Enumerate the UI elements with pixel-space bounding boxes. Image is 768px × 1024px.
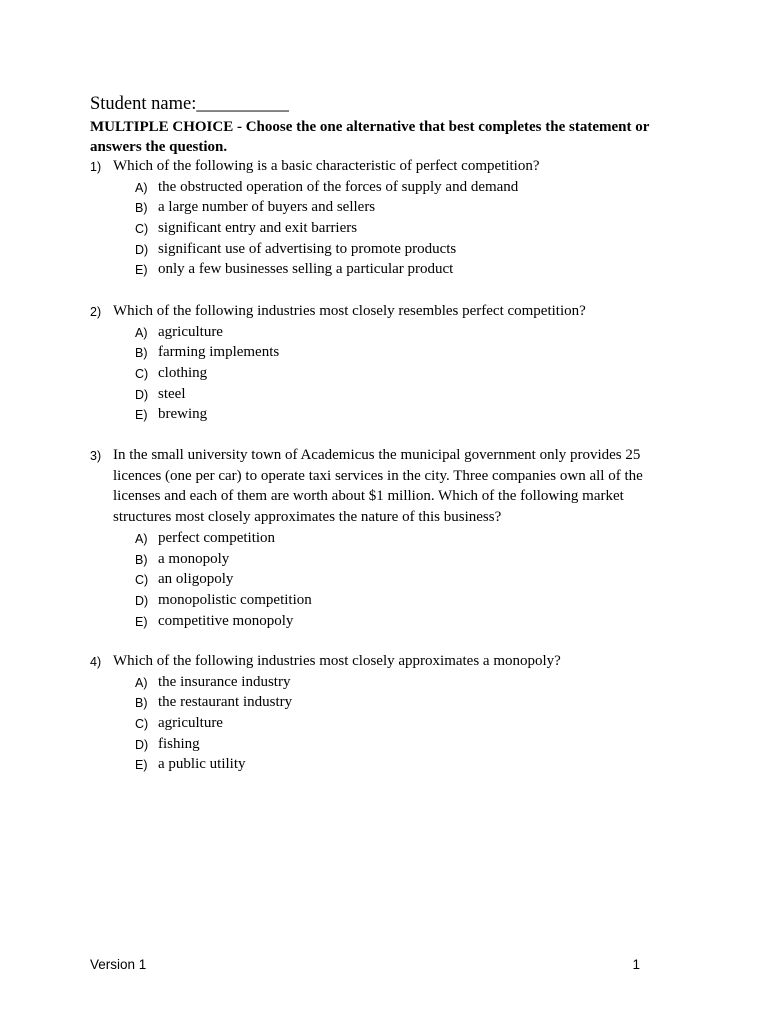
question-number: 1) [90, 160, 102, 174]
answer-options [90, 322, 660, 425]
answer-option-c [90, 218, 660, 239]
option-letter: D) [135, 242, 149, 257]
answer-option-a [90, 528, 660, 549]
option-letter: C) [135, 222, 149, 237]
option-letter: B) [135, 201, 148, 216]
option-text: an oligopoly [158, 571, 234, 588]
option-text: agriculture [158, 715, 223, 732]
option-letter: E) [135, 758, 148, 773]
option-text: significant use of advertising to promote products [158, 240, 457, 257]
answer-option-d [90, 384, 660, 405]
option-text: steel [158, 385, 186, 402]
student-name-label: Student name:__________ [90, 94, 289, 114]
answer-option-d [90, 734, 660, 755]
option-letter: D) [135, 387, 149, 402]
answer-option-c [90, 569, 660, 590]
option-text: only a few businesses selling a particular product [158, 261, 454, 278]
question-stem: Which of the following industries most closely resembles perfect competition? [113, 303, 586, 319]
option-text: monopolistic competition [158, 591, 312, 608]
option-text: clothing [158, 365, 208, 382]
option-text: brewing [158, 406, 208, 423]
option-text: the restaurant industry [158, 694, 293, 711]
question-3 [90, 445, 660, 631]
option-letter: B) [135, 552, 148, 567]
option-text: a large number of buyers and sellers [158, 199, 376, 216]
answer-option-d [90, 590, 660, 611]
answer-option-a [90, 672, 660, 693]
question-stem: In the small university town of Academicus the municipal government only provides 25 licences (one per car) to operate taxi services in the city. Three companies own all of the licenses and each of them are worth about $1 million. Which of the following market structures most closely approximates the nature of this business? [113, 447, 643, 526]
option-letter: D) [135, 737, 149, 752]
option-text: significant entry and exit barriers [158, 220, 358, 237]
question-number: 2) [90, 305, 102, 319]
option-letter: E) [135, 263, 148, 278]
answer-options [90, 528, 660, 631]
answer-option-c [90, 363, 660, 384]
question-4 [90, 651, 660, 775]
answer-options [90, 177, 660, 280]
option-letter: C) [135, 367, 149, 382]
option-text: competitive monopoly [158, 612, 294, 629]
answer-option-b [90, 197, 660, 218]
option-letter: C) [135, 717, 149, 732]
option-letter: E) [135, 614, 148, 629]
option-text: a public utility [158, 756, 246, 773]
option-letter: C) [135, 573, 149, 588]
answer-option-c [90, 713, 660, 734]
question-stem: Which of the following is a basic characteristic of perfect competition? [113, 158, 540, 174]
option-letter: E) [135, 408, 148, 423]
answer-option-e [90, 404, 660, 425]
option-text: farming implements [158, 344, 280, 361]
answer-option-a [90, 177, 660, 198]
answer-option-b [90, 549, 660, 570]
option-letter: A) [135, 180, 148, 195]
question-2 [90, 301, 660, 425]
option-letter: B) [135, 696, 148, 711]
option-letter: B) [135, 346, 148, 361]
option-letter: A) [135, 675, 148, 690]
option-letter: A) [135, 531, 148, 546]
answer-option-b [90, 692, 660, 713]
answer-option-b [90, 342, 660, 363]
answer-option-a [90, 322, 660, 343]
answer-option-e [90, 259, 660, 280]
option-text: perfect competition [158, 529, 276, 546]
instructions-heading: MULTIPLE CHOICE - Choose the one alternative that best completes the statement or answers the question. [90, 119, 650, 155]
option-text: the obstructed operation of the forces of supply and demand [158, 178, 519, 195]
question-stem: Which of the following industries most closely approximates a monopoly? [113, 653, 561, 669]
answer-option-d [90, 239, 660, 260]
answer-option-e [90, 754, 660, 775]
option-letter: D) [135, 593, 149, 608]
option-letter: A) [135, 325, 148, 340]
footer-page-number: 1 [632, 957, 640, 972]
answer-option-e [90, 611, 660, 632]
answer-options [90, 672, 660, 775]
question-number: 4) [90, 655, 102, 669]
option-text: fishing [158, 735, 200, 752]
option-text: a monopoly [158, 550, 230, 567]
question-1 [90, 156, 660, 280]
option-text: the insurance industry [158, 673, 291, 690]
footer-version: Version 1 [90, 957, 147, 972]
option-text: agriculture [158, 323, 223, 340]
question-number: 3) [90, 449, 102, 463]
